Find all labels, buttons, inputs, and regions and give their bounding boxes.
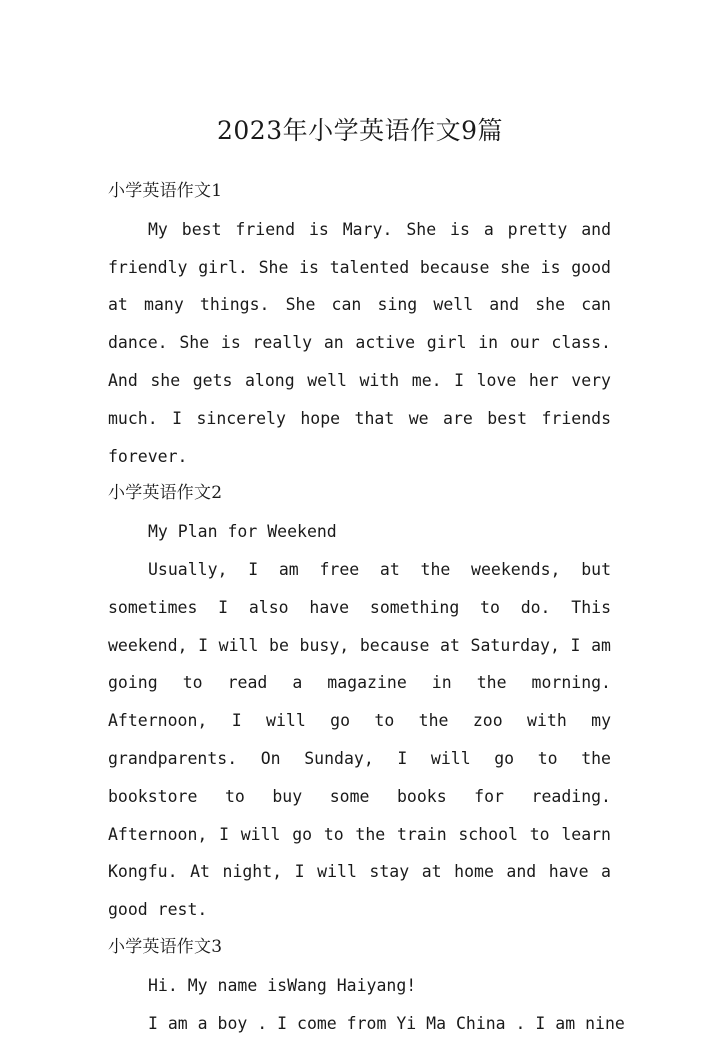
document-body: [108, 173, 625, 1042]
section-2-subtitle: My Plan for Weekend: [148, 522, 337, 542]
section-3-line-1: Hi. My name isWang Haiyang!: [148, 975, 417, 995]
section-heading-1: 小学英语作文1: [108, 181, 223, 201]
document-title: 2023年小学英语作文9篇: [216, 116, 504, 145]
section-heading-3: 小学英语作文3: [108, 936, 223, 957]
section-2-paragraph: Usually, I am free at the weekends, but sometimes I also have something to do. This weekend, I will be busy, because at Saturday, I am going to read a magazine in the morning. Afternoon, I will go to the zoo with my grandparents. On Sunday, I will go to the bookstore to buy some books for reading. Afternoon, I will go to the train school to learn Kongfu. At night, I will stay at home and have a good rest.: [108, 559, 611, 920]
section-1-paragraph: My best friend is Mary. She is a pretty and friendly girl. She is talented because she is good at many things. She can sing well and she can dance. She is really an active girl in our class. And she gets along well with me. I love her very much. I sincerely hope that we are best friends forever.: [108, 219, 611, 466]
section-heading-2: 小学英语作文2: [108, 483, 223, 504]
section-3-line-2: I am a boy . I come from Yi Ma China . I am nine: [148, 1013, 625, 1033]
